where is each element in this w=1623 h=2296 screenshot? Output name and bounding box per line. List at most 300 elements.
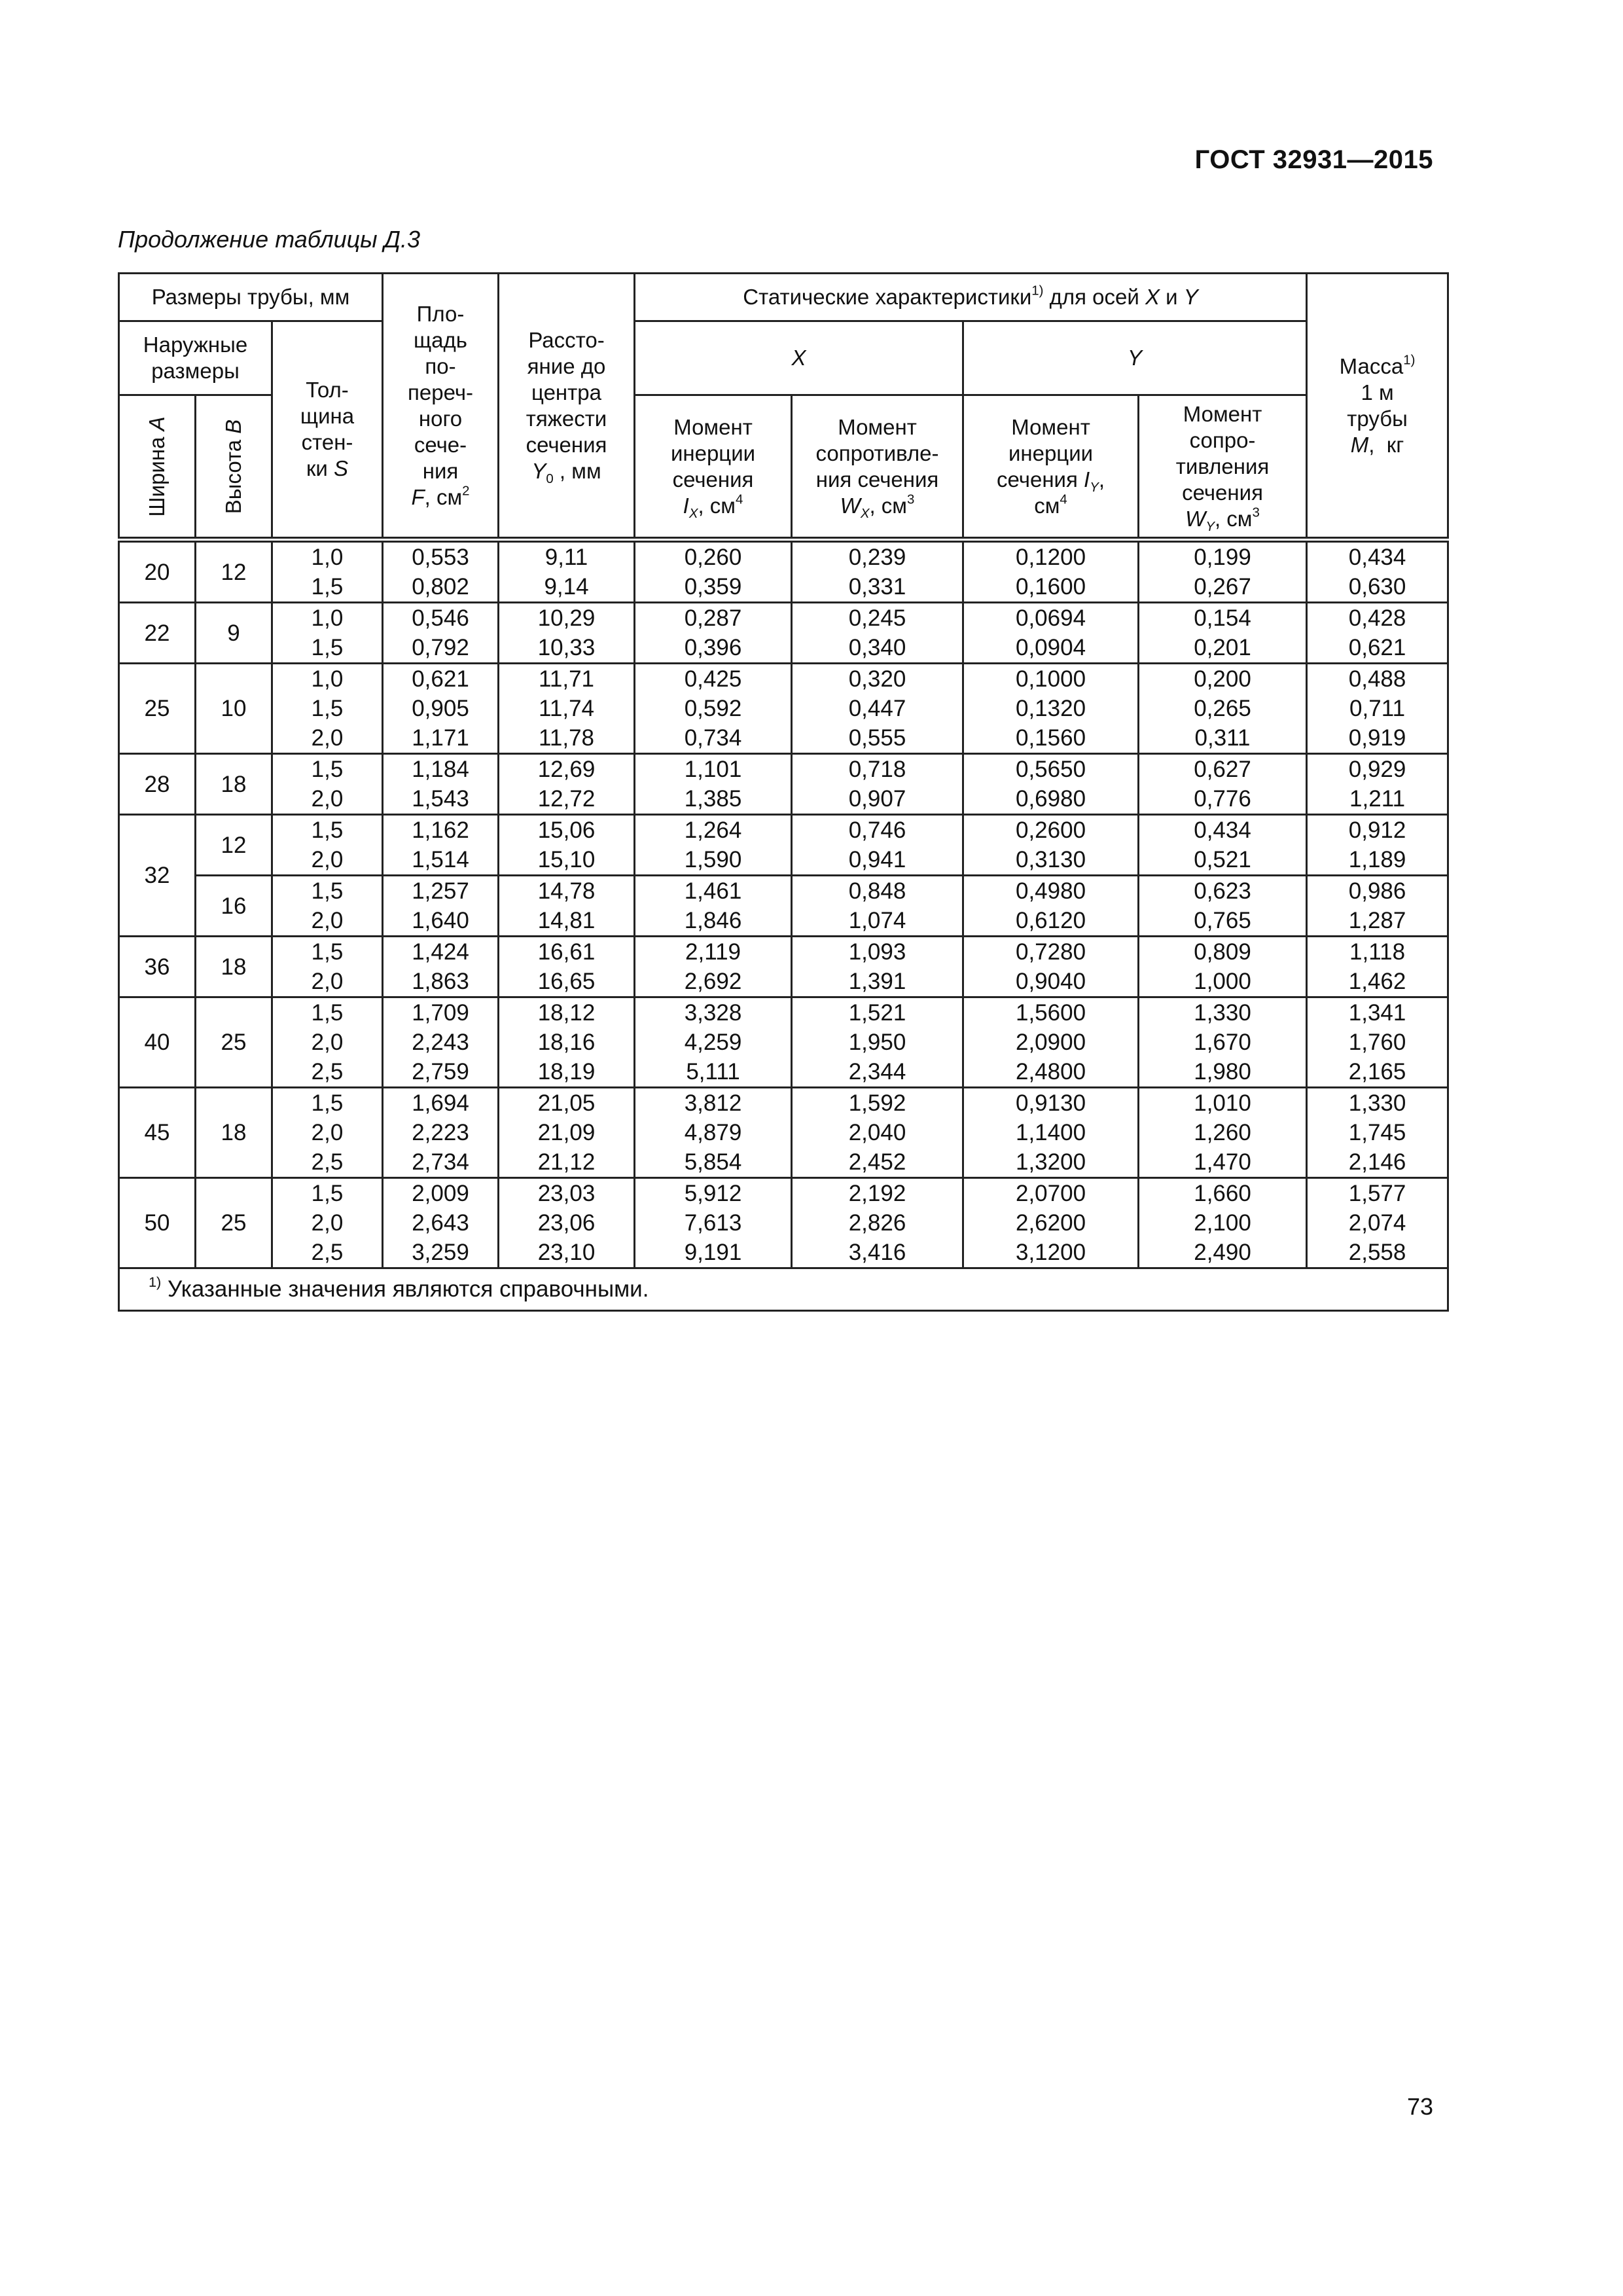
cell-y0	[499, 664, 635, 754]
cell-value: 0,941	[848, 847, 906, 872]
cell-iy	[963, 997, 1139, 1088]
cell-ix	[635, 1178, 792, 1268]
cell-value: 0,9040	[1015, 969, 1086, 994]
cell-f	[383, 815, 499, 876]
cell-ix	[635, 876, 792, 937]
cell-iy	[963, 937, 1139, 997]
table-caption: Продолжение таблицы Д.3	[118, 226, 421, 253]
cell-value: 11,71	[539, 666, 595, 692]
cell-wx	[792, 876, 963, 937]
cell-value: 0,546	[412, 605, 469, 631]
cell-value: 2,5	[311, 1059, 344, 1085]
cell-m	[1307, 1178, 1448, 1268]
cell-value: 1,950	[848, 1030, 906, 1055]
header-pipe-size: Размеры трубы, мм	[119, 274, 383, 321]
cell-value: 1,101	[684, 757, 742, 782]
cell-width-a: 32	[119, 815, 196, 937]
cell-value: 1,863	[412, 969, 469, 994]
header-area: Пло- щадь по- переч- ного сече- ния F, $см^2$	[383, 274, 499, 540]
cell-value: 0,905	[412, 696, 469, 721]
table-row	[119, 754, 1448, 815]
cell-value: 0,912	[1348, 817, 1406, 843]
cell-value: 1,461	[684, 878, 742, 904]
cell-value: 1,264	[684, 817, 742, 843]
cell-value: 0,260	[684, 545, 742, 570]
cell-value: 0,718	[848, 757, 906, 782]
cell-value: 1,543	[412, 786, 469, 812]
cell-value: 2,0700	[1015, 1181, 1086, 1206]
cell-value: 3,416	[848, 1240, 906, 1265]
cell-s	[272, 1178, 383, 1268]
cell-ix	[635, 1088, 792, 1178]
cell-value: 1,577	[1348, 1181, 1406, 1206]
header-height-b: Высота В	[196, 395, 272, 540]
cell-value: 4,259	[684, 1030, 742, 1055]
cell-value: 16,61	[537, 939, 596, 965]
cell-value: 0,809	[1194, 939, 1251, 965]
cell-value: 0,434	[1348, 545, 1406, 570]
cell-ix	[635, 603, 792, 664]
cell-value: 16,65	[537, 969, 596, 994]
cell-value: 1,093	[848, 939, 906, 965]
cell-value: 1,760	[1348, 1030, 1406, 1055]
cell-value: 2,0900	[1015, 1030, 1086, 1055]
header-axis-y: Y	[963, 321, 1307, 395]
pipe-characteristics-table	[118, 272, 1449, 1312]
cell-value: 2,4800	[1015, 1059, 1086, 1085]
cell-value: 2,0	[311, 969, 344, 994]
cell-value: 10,29	[537, 605, 596, 631]
cell-value: 9,191	[684, 1240, 742, 1265]
cell-value: 0,1560	[1015, 725, 1086, 751]
document-code: ГОСТ 32931—2015	[1194, 145, 1433, 174]
cell-value: 5,912	[684, 1181, 742, 1206]
header-distance: Рассто- яние до центра тяжести сечения $Y_0$ , мм	[499, 274, 635, 540]
cell-value: 0,311	[1194, 725, 1251, 751]
cell-value: 0,201	[1194, 635, 1251, 660]
cell-value: 0,265	[1194, 696, 1251, 721]
cell-value: 0,488	[1348, 666, 1406, 692]
cell-s	[272, 664, 383, 754]
cell-iy	[963, 664, 1139, 754]
cell-value: 0,848	[848, 878, 906, 904]
cell-f	[383, 937, 499, 997]
cell-value: 0,0694	[1015, 605, 1086, 631]
cell-value: 0,776	[1194, 786, 1251, 812]
cell-value: 1,424	[412, 939, 469, 965]
header-iy: Момент инерции сечения $I_Y$, $см^4$	[963, 395, 1139, 540]
cell-value: 1,211	[1349, 786, 1406, 812]
cell-value: 0,621	[1348, 635, 1406, 660]
cell-value: 0,331	[848, 574, 906, 600]
cell-value: 1,709	[412, 1000, 469, 1026]
cell-f	[383, 1088, 499, 1178]
cell-value: 2,146	[1348, 1149, 1406, 1175]
cell-value: 1,592	[848, 1090, 906, 1116]
cell-ix	[635, 815, 792, 876]
cell-value: 0,320	[848, 666, 906, 692]
cell-value: 2,074	[1348, 1210, 1406, 1236]
cell-value: 21,09	[537, 1120, 596, 1145]
cell-value: 1,521	[848, 1000, 906, 1026]
cell-width-a: 36	[119, 937, 196, 997]
cell-wx	[792, 1178, 963, 1268]
cell-value: 2,344	[848, 1059, 906, 1085]
cell-value: 1,5	[311, 1181, 344, 1206]
cell-f	[383, 997, 499, 1088]
cell-value: 0,919	[1348, 725, 1406, 751]
table-row	[119, 1088, 1448, 1178]
cell-value: 2,0	[311, 908, 344, 933]
cell-value: 0,623	[1194, 878, 1251, 904]
cell-m	[1307, 937, 1448, 997]
cell-value: 1,5600	[1015, 1000, 1086, 1026]
table-row	[119, 1178, 1448, 1268]
cell-wy	[1139, 540, 1307, 603]
cell-value: 2,5	[311, 1240, 344, 1265]
cell-value: 2,452	[848, 1149, 906, 1175]
cell-value: 0,711	[1349, 696, 1406, 721]
cell-value: 1,590	[684, 847, 742, 872]
cell-height-b: 25	[196, 1178, 272, 1268]
cell-value: 2,040	[848, 1120, 906, 1145]
cell-m	[1307, 815, 1448, 876]
cell-value: 0,592	[684, 696, 742, 721]
cell-value: 3,328	[684, 1000, 742, 1026]
cell-value: 9,14	[544, 574, 589, 600]
cell-value: 1,5	[311, 574, 344, 600]
cell-value: 7,613	[684, 1210, 742, 1236]
cell-wy	[1139, 876, 1307, 937]
cell-wx	[792, 754, 963, 815]
cell-height-b: 12	[196, 815, 272, 876]
cell-value: 0,359	[684, 574, 742, 600]
cell-value: 0,3130	[1015, 847, 1086, 872]
cell-value: 0,1600	[1015, 574, 1086, 600]
cell-iy	[963, 603, 1139, 664]
cell-value: 18,12	[537, 1000, 596, 1026]
cell-wy	[1139, 603, 1307, 664]
cell-value: 0,287	[684, 605, 742, 631]
cell-value: 1,694	[412, 1090, 469, 1116]
cell-m	[1307, 1088, 1448, 1178]
cell-value: 0,1200	[1015, 545, 1086, 570]
cell-value: 0,7280	[1015, 939, 1086, 965]
cell-value: 2,0	[311, 725, 344, 751]
table-row	[119, 937, 1448, 997]
cell-height-b: 18	[196, 754, 272, 815]
cell-height-b: 9	[196, 603, 272, 664]
cell-value: 2,192	[848, 1181, 906, 1206]
cell-iy	[963, 540, 1139, 603]
cell-value: 0,428	[1348, 605, 1406, 631]
cell-value: 1,640	[412, 908, 469, 933]
cell-value: 1,5	[311, 878, 344, 904]
cell-value: 9,11	[544, 545, 588, 570]
cell-value: 1,670	[1194, 1030, 1251, 1055]
cell-value: 2,100	[1194, 1210, 1251, 1236]
header-mass: Масса$^{1)}$ 1 м трубы M, кг	[1307, 274, 1448, 540]
cell-value: 21,12	[537, 1149, 596, 1175]
cell-f	[383, 540, 499, 603]
cell-value: 0,154	[1194, 605, 1251, 631]
cell-ix	[635, 664, 792, 754]
cell-iy	[963, 1088, 1139, 1178]
cell-value: 14,78	[537, 878, 596, 904]
cell-value: 1,470	[1194, 1149, 1251, 1175]
cell-y0	[499, 815, 635, 876]
cell-value: 14,81	[537, 908, 596, 933]
cell-value: 0,907	[848, 786, 906, 812]
cell-value: 11,74	[539, 696, 595, 721]
cell-wx	[792, 603, 963, 664]
cell-wy	[1139, 997, 1307, 1088]
table-footnote: $^{1)}$ Указанные значения являются справочными.	[119, 1268, 1448, 1311]
cell-value: 1,745	[1348, 1120, 1406, 1145]
cell-value: 0,621	[412, 666, 469, 692]
cell-value: 2,119	[685, 939, 741, 965]
cell-ix	[635, 540, 792, 603]
cell-wx	[792, 664, 963, 754]
cell-wy	[1139, 1178, 1307, 1268]
cell-value: 0,2600	[1015, 817, 1086, 843]
cell-value: 1,5	[311, 757, 344, 782]
cell-value: 2,0	[311, 786, 344, 812]
cell-value: 0,792	[412, 635, 469, 660]
cell-value: 3,259	[412, 1240, 469, 1265]
cell-y0	[499, 997, 635, 1088]
cell-y0	[499, 603, 635, 664]
cell-iy	[963, 815, 1139, 876]
cell-s	[272, 603, 383, 664]
cell-value: 15,06	[537, 817, 596, 843]
cell-value: 0,6980	[1015, 786, 1086, 812]
cell-wy	[1139, 664, 1307, 754]
cell-value: 1,330	[1194, 1000, 1251, 1026]
cell-value: 1,341	[1348, 1000, 1406, 1026]
cell-value: 0,553	[412, 545, 469, 570]
cell-value: 2,759	[412, 1059, 469, 1085]
cell-value: 1,330	[1348, 1090, 1406, 1116]
cell-value: 3,812	[684, 1090, 742, 1116]
cell-y0	[499, 754, 635, 815]
cell-wx	[792, 540, 963, 603]
cell-value: 18,19	[537, 1059, 596, 1085]
cell-y0	[499, 1178, 635, 1268]
header-static: Статические характеристики$^{1)}$ для осей X и Y	[635, 274, 1307, 321]
cell-value: 2,558	[1348, 1240, 1406, 1265]
cell-value: 1,391	[848, 969, 906, 994]
cell-f	[383, 603, 499, 664]
cell-width-a: 22	[119, 603, 196, 664]
cell-width-a: 28	[119, 754, 196, 815]
table-row	[119, 540, 1448, 603]
cell-value: 1,184	[412, 757, 469, 782]
cell-width-a: 20	[119, 540, 196, 603]
cell-value: 1,514	[412, 847, 469, 872]
cell-value: 0,1000	[1015, 666, 1086, 692]
header-ix: Момент инерции сечения $I_X$, $см^4$	[635, 395, 792, 540]
cell-s	[272, 937, 383, 997]
cell-s	[272, 815, 383, 876]
cell-f	[383, 1178, 499, 1268]
cell-width-a: 50	[119, 1178, 196, 1268]
cell-value: 1,462	[1348, 969, 1406, 994]
cell-value: 0,434	[1194, 817, 1251, 843]
cell-value: 0,521	[1194, 847, 1251, 872]
cell-value: 11,78	[539, 725, 595, 751]
cell-value: 0,239	[848, 545, 906, 570]
cell-value: 1,0	[311, 545, 344, 570]
cell-s	[272, 997, 383, 1088]
cell-value: 18,16	[537, 1030, 596, 1055]
cell-value: 0,746	[848, 817, 906, 843]
cell-value: 1,171	[412, 725, 469, 751]
header-outer-size: Наружные размеры	[119, 321, 272, 395]
cell-value: 1,660	[1194, 1181, 1251, 1206]
cell-value: 1,5	[311, 635, 344, 660]
page-number: 73	[1406, 2093, 1433, 2120]
cell-value: 5,854	[684, 1149, 742, 1175]
cell-value: 1,189	[1348, 847, 1406, 872]
cell-m	[1307, 997, 1448, 1088]
cell-value: 15,10	[537, 847, 596, 872]
cell-value: 2,490	[1194, 1240, 1251, 1265]
table-row	[119, 664, 1448, 754]
cell-y0	[499, 540, 635, 603]
cell-height-b: 18	[196, 937, 272, 997]
cell-value: 1,980	[1194, 1059, 1251, 1085]
cell-value: 0,802	[412, 574, 469, 600]
cell-value: 1,5	[311, 817, 344, 843]
cell-value: 2,6200	[1015, 1210, 1086, 1236]
cell-value: 0,630	[1348, 574, 1406, 600]
cell-width-a: 40	[119, 997, 196, 1088]
cell-value: 0,1320	[1015, 696, 1086, 721]
cell-f	[383, 664, 499, 754]
cell-width-a: 25	[119, 664, 196, 754]
cell-value: 1,010	[1194, 1090, 1251, 1116]
cell-height-b: 25	[196, 997, 272, 1088]
cell-value: 1,5	[311, 939, 344, 965]
cell-value: 0,447	[848, 696, 906, 721]
cell-value: 2,5	[311, 1149, 344, 1175]
header-wall: Тол- щина стен- ки S	[272, 321, 383, 540]
cell-m	[1307, 540, 1448, 603]
table-header	[119, 274, 1448, 540]
cell-value: 2,826	[848, 1210, 906, 1236]
cell-value: 0,200	[1194, 666, 1251, 692]
cell-value: 0,986	[1348, 878, 1406, 904]
cell-y0	[499, 876, 635, 937]
cell-value: 0,0904	[1015, 635, 1086, 660]
cell-height-b: 10	[196, 664, 272, 754]
cell-value: 4,879	[684, 1120, 742, 1145]
cell-ix	[635, 754, 792, 815]
cell-value: 2,0	[311, 1120, 344, 1145]
cell-iy	[963, 1178, 1139, 1268]
cell-wx	[792, 937, 963, 997]
cell-value: 1,260	[1194, 1120, 1251, 1145]
cell-value: 0,425	[684, 666, 742, 692]
cell-s	[272, 876, 383, 937]
table-row	[119, 815, 1448, 876]
cell-value: 1,118	[1349, 939, 1406, 965]
cell-value: 2,243	[412, 1030, 469, 1055]
cell-wy	[1139, 1088, 1307, 1178]
cell-height-b: 18	[196, 1088, 272, 1178]
cell-m	[1307, 876, 1448, 937]
cell-height-b: 12	[196, 540, 272, 603]
cell-height-b: 16	[196, 876, 272, 937]
cell-value: 2,0	[311, 1030, 344, 1055]
cell-value: 0,929	[1348, 757, 1406, 782]
cell-s	[272, 540, 383, 603]
cell-y0	[499, 1088, 635, 1178]
cell-wx	[792, 815, 963, 876]
cell-width-a: 45	[119, 1088, 196, 1178]
cell-value: 2,643	[412, 1210, 469, 1236]
cell-ix	[635, 937, 792, 997]
cell-value: 2,165	[1348, 1059, 1406, 1085]
header-wx: Момент сопротивле- ния сечения $W_X$, $см^3$	[792, 395, 963, 540]
cell-value: 0,9130	[1015, 1090, 1086, 1116]
cell-value: 23,10	[537, 1240, 596, 1265]
cell-value: 0,245	[848, 605, 906, 631]
cell-m	[1307, 603, 1448, 664]
cell-wy	[1139, 754, 1307, 815]
cell-value: 1,846	[684, 908, 742, 933]
cell-iy	[963, 876, 1139, 937]
cell-value: 0,555	[848, 725, 906, 751]
cell-value: 1,000	[1194, 969, 1251, 994]
cell-value: 1,385	[684, 786, 742, 812]
cell-ix	[635, 997, 792, 1088]
cell-value: 1,5	[311, 1000, 344, 1026]
cell-value: 1,074	[848, 908, 906, 933]
cell-value: 0,734	[684, 725, 742, 751]
cell-value: 2,0	[311, 847, 344, 872]
cell-value: 5,111	[686, 1059, 740, 1085]
cell-y0	[499, 937, 635, 997]
cell-value: 1,287	[1348, 908, 1406, 933]
cell-value: 1,5	[311, 696, 344, 721]
cell-f	[383, 754, 499, 815]
cell-value: 0,4980	[1015, 878, 1086, 904]
cell-iy	[963, 754, 1139, 815]
table-row	[119, 603, 1448, 664]
cell-value: 1,1400	[1015, 1120, 1086, 1145]
cell-value: 0,340	[848, 635, 906, 660]
cell-value: 2,009	[412, 1181, 469, 1206]
cell-wx	[792, 997, 963, 1088]
cell-value: 12,72	[537, 786, 596, 812]
cell-s	[272, 1088, 383, 1178]
cell-m	[1307, 754, 1448, 815]
header-axis-x: X	[635, 321, 963, 395]
cell-value: 0,199	[1194, 545, 1251, 570]
table-row	[119, 997, 1448, 1088]
cell-value: 2,692	[684, 969, 742, 994]
cell-value: 1,3200	[1015, 1149, 1086, 1175]
table-body	[119, 540, 1448, 1268]
cell-value: 0,396	[684, 635, 742, 660]
cell-value: 0,5650	[1015, 757, 1086, 782]
cell-value: 1,5	[311, 1090, 344, 1116]
cell-s	[272, 754, 383, 815]
cell-f	[383, 876, 499, 937]
cell-value: 23,03	[537, 1181, 596, 1206]
